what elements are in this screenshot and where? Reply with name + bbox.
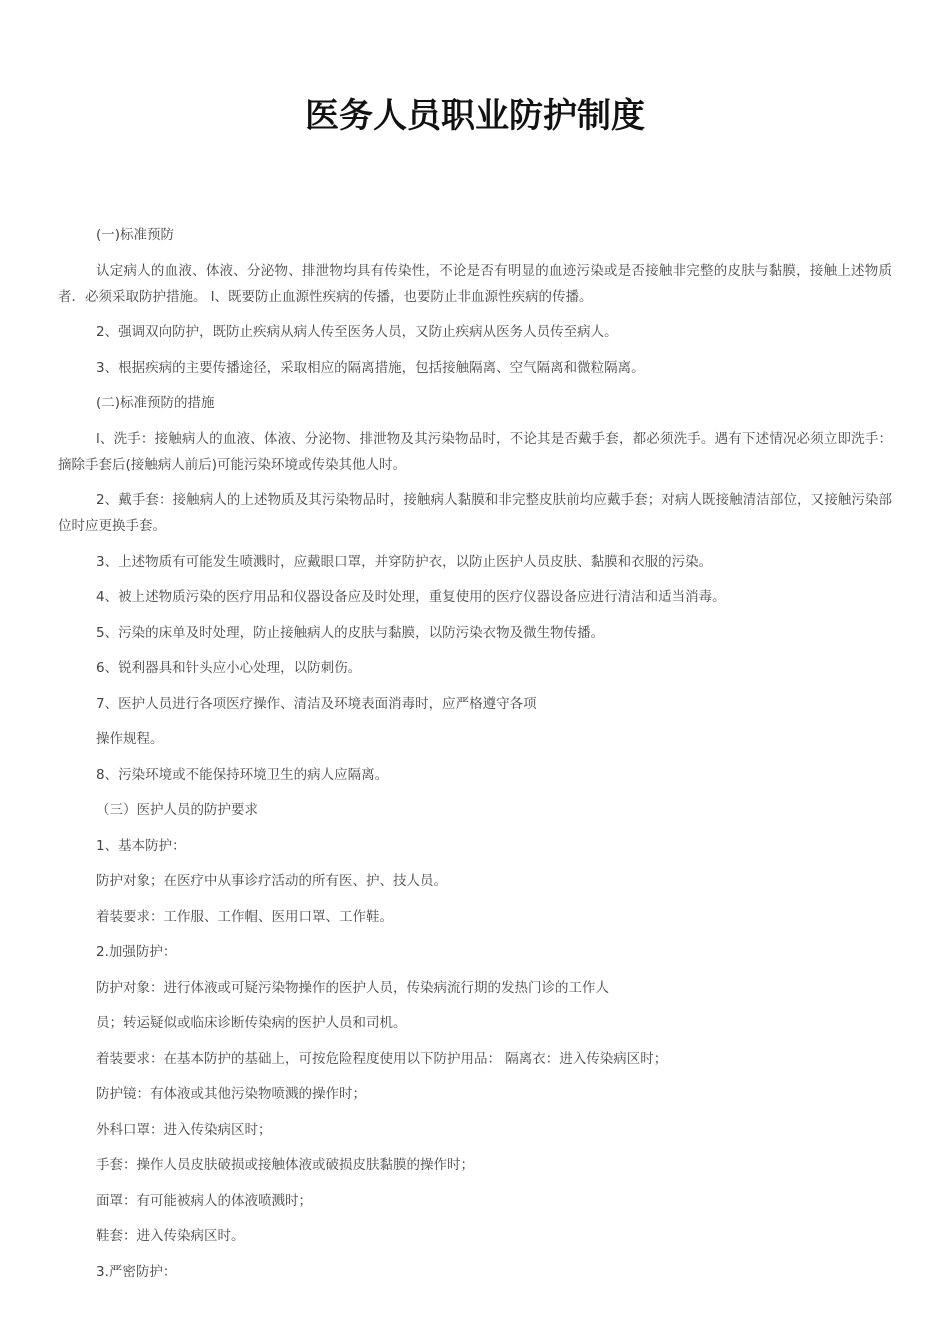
section-heading-2: (二)标准预防的措施 [96, 395, 215, 411]
paragraph: 面罩：有可能被病人的体液喷溅时； [96, 1192, 312, 1209]
paragraph: 着装要求：工作服、工作帽、医用口罩、工作鞋。 [96, 908, 393, 925]
document-title: 医务人员职业防护制度 [305, 96, 645, 136]
subsection-heading: 3.严密防护： [96, 1263, 177, 1280]
section-heading-3: （三）医护人员的防护要求 [96, 802, 258, 818]
paragraph: 6、锐利器具和针头应小心处理，以防刺伤。 [96, 660, 362, 676]
subsection-heading: 2.加强防护： [96, 944, 177, 960]
paragraph: 2、强调双向防护，既防止疾病从病人传至医务人员，又防止疾病从医务人员传至病人。 [96, 324, 618, 340]
paragraph: 防护对象：进行体液或可疑污染物操作的医护人员，传染病流行期的发热门诊的工作人 [96, 979, 609, 996]
paragraph: l、洗手：接触病人的血液、体液、分泌物、排泄物及其污染物品时，不论其是否戴手套，都必须洗手。遇有下述情况必须立即洗手：摘除手套后(接触病人前后)可能污染环境或传染其他人时。 [58, 430, 892, 473]
paragraph: 4、被上述物质污染的医疗用品和仪器设备应及时处理，重复使用的医疗仪器设备应进行清洁和适当消毒。 [96, 589, 726, 605]
paragraph: 着装要求：在基本防护的基础上，可按危险程度使用以下防护用品： 隔离衣：进入传染病区时； [96, 1050, 668, 1067]
paragraph: 8、污染环境或不能保持环境卫生的病人应隔离。 [96, 766, 389, 783]
paragraph: 3、根据疾病的主要传播途径，采取相应的隔离措施，包括接触隔离、空气隔离和微粒隔离。 [96, 359, 645, 376]
paragraph: 2、戴手套：接触病人的上述物质及其污染物品时，接触病人黏膜和非完整皮肤前均应戴手套；对病人既接触清洁部位，又接触污染部位时应更换手套。 [58, 492, 892, 534]
paragraph: 认定病人的血液、体液、分泌物、排泄物均具有传染性，不论是否有明显的血迹污染或是否接触非完整的皮肤与黏膜，接触上述物质者．必须采取防护措施。 l、既要防止血源性疾病的传播，也要防止非血源性疾病的传播。 [58, 262, 892, 305]
paragraph: 手套：操作人员皮肤破损或接触体液或破损皮肤黏膜的操作时； [96, 1157, 474, 1173]
paragraph: 防护镜：有体液或其他污染物喷溅的操作时； [96, 1086, 366, 1102]
paragraph: 鞋套：进入传染病区时。 [96, 1228, 245, 1244]
paragraph: 外科口罩：进入传染病区时； [96, 1121, 272, 1138]
paragraph: 3、上述物质有可能发生喷溅时，应戴眼口罩，并穿防护衣，以防止医护人员皮肤、黏膜和衣服的污染。 [96, 553, 713, 570]
paragraph: 操作规程。 [96, 731, 164, 747]
subsection-heading: 1、基本防护： [96, 837, 186, 854]
paragraph: 防护对象；在医疗中从事诊疗活动的所有医、护、技人员。 [96, 873, 447, 889]
paragraph: 5、污染的床单及时处理，防止接触病人的皮肤与黏膜，以防污染衣物及微生物传播。 [96, 624, 605, 641]
paragraph: 7、医护人员进行各项医疗操作、清洁及环境表面消毒时，应严格遵守各项 [96, 695, 537, 712]
paragraph: 员；转运疑似或临床诊断传染病的医护人员和司机。 [96, 1015, 407, 1031]
document-body [58, 222, 892, 1294]
section-heading-1: (一)标准预防 [96, 227, 175, 243]
